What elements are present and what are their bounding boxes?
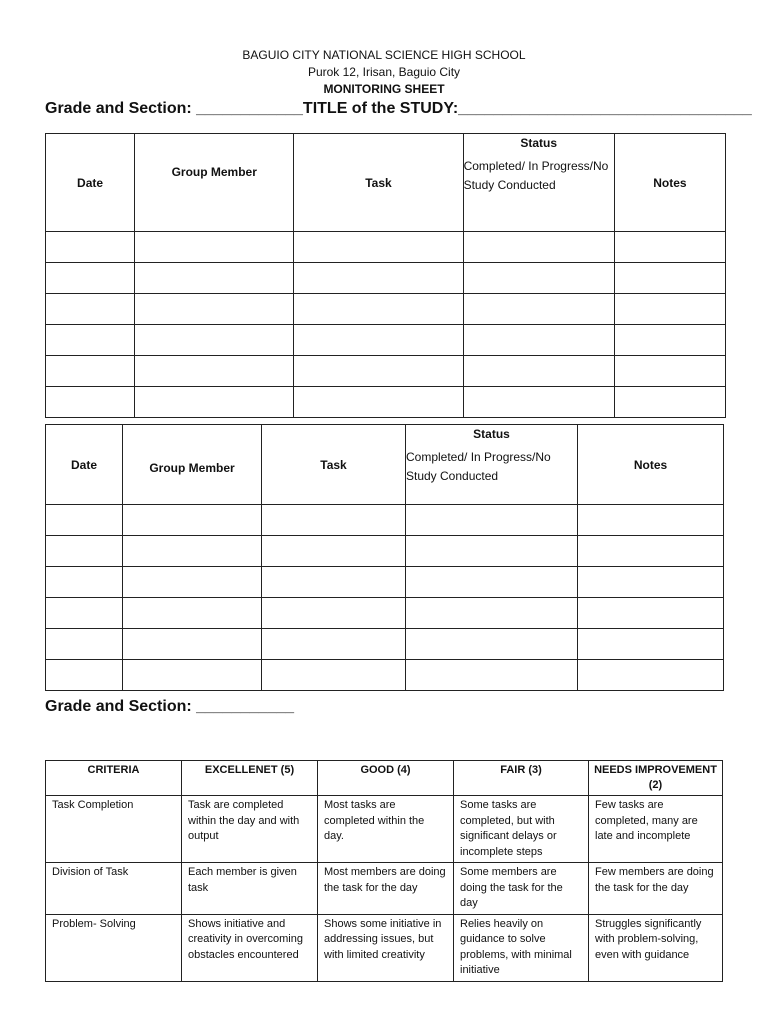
task-cell[interactable]: [294, 232, 463, 263]
notes-cell[interactable]: [578, 536, 724, 567]
table-row: [46, 660, 724, 691]
table-row: [46, 536, 724, 567]
monitoring-header-row: [46, 425, 724, 505]
member-cell[interactable]: [123, 629, 262, 660]
grade-section-title-line: Grade and Section: ____________TITLE of the STUDY:_________________________________: [45, 100, 752, 117]
col-header-notes: Notes: [614, 134, 725, 232]
status-cell[interactable]: [406, 505, 578, 536]
status-options: Completed/ In Progress/No Study Conducted: [463, 159, 609, 192]
rubric-cell: Few tasks are completed, many are late and incomplete: [589, 796, 723, 863]
task-cell[interactable]: [262, 567, 406, 598]
col-header-status: [463, 134, 614, 232]
task-cell[interactable]: [294, 387, 463, 418]
sheet-title: MONITORING SHEET: [323, 82, 445, 96]
status-cell[interactable]: [406, 660, 578, 691]
date-cell[interactable]: [46, 387, 135, 418]
status-cell[interactable]: [406, 629, 578, 660]
table-row: [46, 567, 724, 598]
rubric-criteria: Task Completion: [46, 796, 182, 863]
monitoring-table-1: [45, 133, 726, 418]
rubric-header-fair: FAIR (3): [454, 761, 589, 796]
notes-cell[interactable]: [578, 505, 724, 536]
notes-cell[interactable]: [614, 263, 725, 294]
col-header-group-member: Group Member: [135, 134, 294, 232]
col-header-notes: Notes: [578, 425, 724, 505]
rubric-criteria: Problem- Solving: [46, 914, 182, 981]
status-cell[interactable]: [463, 356, 614, 387]
rubric-cell: Few members are doing the task for the day: [589, 863, 723, 915]
rubric-cell: Each member is given task: [182, 863, 318, 915]
notes-cell[interactable]: [578, 629, 724, 660]
rubric-row: [46, 796, 723, 863]
date-cell[interactable]: [46, 325, 135, 356]
rubric-table: [45, 760, 723, 982]
rubric-header-good: GOOD (4): [318, 761, 454, 796]
date-cell[interactable]: [46, 629, 123, 660]
rubric-cell: Shows initiative and creativity in overcoming obstacles encountered: [182, 914, 318, 981]
rubric-cell: Shows some initiative in addressing issues, but with limited creativity: [318, 914, 454, 981]
rubric-cell: Most members are doing the task for the day: [318, 863, 454, 915]
status-cell[interactable]: [463, 387, 614, 418]
rubric-criteria: Division of Task: [46, 863, 182, 915]
monitoring-table-2: [45, 424, 724, 691]
member-cell[interactable]: [135, 263, 294, 294]
monitoring-header-row: [46, 134, 726, 232]
status-cell[interactable]: [463, 325, 614, 356]
member-cell[interactable]: [135, 356, 294, 387]
notes-cell[interactable]: [614, 325, 725, 356]
notes-cell[interactable]: [578, 567, 724, 598]
rubric-row: [46, 863, 723, 915]
member-cell[interactable]: [123, 567, 262, 598]
status-cell[interactable]: [406, 567, 578, 598]
table-row: [46, 325, 726, 356]
col-header-group-member: Group Member: [123, 425, 262, 505]
notes-cell[interactable]: [614, 294, 725, 325]
notes-cell[interactable]: [614, 232, 725, 263]
status-cell[interactable]: [463, 263, 614, 294]
date-cell[interactable]: [46, 536, 123, 567]
member-cell[interactable]: [135, 294, 294, 325]
rubric-header-criteria: CRITERIA: [46, 761, 182, 796]
table-row: [46, 598, 724, 629]
status-title: Status: [520, 136, 558, 150]
task-cell[interactable]: [294, 263, 463, 294]
task-cell[interactable]: [262, 505, 406, 536]
table-row: [46, 356, 726, 387]
date-cell[interactable]: [46, 660, 123, 691]
date-cell[interactable]: [46, 294, 135, 325]
status-cell[interactable]: [463, 294, 614, 325]
task-cell[interactable]: [294, 325, 463, 356]
task-cell[interactable]: [262, 660, 406, 691]
col-header-task: Task: [294, 134, 463, 232]
task-cell[interactable]: [262, 536, 406, 567]
rubric-header-row: [46, 761, 723, 796]
rubric-row: [46, 914, 723, 981]
task-cell[interactable]: [294, 356, 463, 387]
rubric-header-needs-improvement: NEEDS IMPROVEMENT (2): [589, 761, 723, 796]
date-cell[interactable]: [46, 567, 123, 598]
notes-cell[interactable]: [614, 387, 725, 418]
status-cell[interactable]: [406, 536, 578, 567]
member-cell[interactable]: [135, 325, 294, 356]
status-title: Status: [473, 427, 510, 441]
rubric-cell: Some tasks are completed, but with significant delays or incomplete steps: [454, 796, 589, 863]
status-cell[interactable]: [406, 598, 578, 629]
task-cell[interactable]: [262, 629, 406, 660]
notes-cell[interactable]: [578, 598, 724, 629]
rubric-header-excellent: EXCELLENET (5): [182, 761, 318, 796]
table-row: [46, 387, 726, 418]
col-header-date: Date: [46, 425, 123, 505]
notes-cell[interactable]: [614, 356, 725, 387]
rubric-cell: Most tasks are completed within the day.: [318, 796, 454, 863]
date-cell[interactable]: [46, 263, 135, 294]
table-row: [46, 263, 726, 294]
rubric-cell: Relies heavily on guidance to solve problems, with minimal initiative: [454, 914, 589, 981]
member-cell[interactable]: [123, 536, 262, 567]
table-row: [46, 629, 724, 660]
table-row: [46, 294, 726, 325]
status-options: Completed/ In Progress/No Study Conducted: [406, 450, 551, 483]
grade-section-line: Grade and Section: ___________: [45, 698, 295, 715]
col-header-status: [406, 425, 578, 505]
rubric-cell: Some members are doing the task for the day: [454, 863, 589, 915]
date-cell[interactable]: [46, 232, 135, 263]
member-cell[interactable]: [135, 387, 294, 418]
date-cell[interactable]: [46, 598, 123, 629]
member-cell[interactable]: [123, 598, 262, 629]
notes-cell[interactable]: [578, 660, 724, 691]
task-cell[interactable]: [262, 598, 406, 629]
rubric-cell: Struggles significantly with problem-solving, even with guidance: [589, 914, 723, 981]
member-cell[interactable]: [135, 232, 294, 263]
col-header-date: Date: [46, 134, 135, 232]
table-row: [46, 232, 726, 263]
col-header-task: Task: [262, 425, 406, 505]
date-cell[interactable]: [46, 505, 123, 536]
status-cell[interactable]: [463, 232, 614, 263]
task-cell[interactable]: [294, 294, 463, 325]
school-address: Purok 12, Irisan, Baguio City: [307, 65, 461, 79]
school-name: BAGUIO CITY NATIONAL SCIENCE HIGH SCHOOL: [242, 48, 526, 62]
rubric-cell: Task are completed within the day and with output: [182, 796, 318, 863]
date-cell[interactable]: [46, 356, 135, 387]
member-cell[interactable]: [123, 660, 262, 691]
table-row: [46, 505, 724, 536]
member-cell[interactable]: [123, 505, 262, 536]
